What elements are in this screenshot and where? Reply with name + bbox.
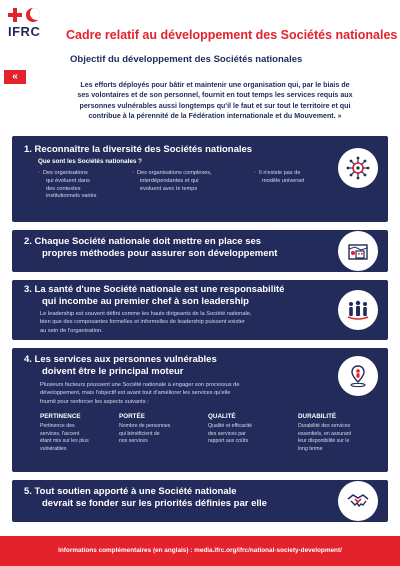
page-subtitle: Objectif du développement des Sociétés nationales	[70, 54, 303, 65]
person-location-icon	[338, 356, 378, 396]
section-2-card	[12, 230, 388, 272]
section-3-title: 3. La santé d'une Société nationale est une responsabilité qui incombe au premier chef à son leadership	[24, 284, 285, 308]
intro-line: personnes vulnérables aussi longtemps qu'il le faut et sur tout le territoire et qui	[79, 101, 351, 110]
section-1-title: 1. Reconnaître la diversité des Sociétés nationales	[24, 144, 253, 155]
people-icon	[338, 290, 378, 330]
red-cross-icon	[8, 8, 22, 22]
section-3-card	[12, 280, 388, 340]
section-1-card	[12, 136, 388, 222]
map-building-icon	[338, 231, 378, 271]
logo-text: IFRC	[8, 24, 41, 39]
section-2-title: 2. Chaque Société nationale doit mettre en place ses propres méthodes pour assurer son développement	[24, 236, 278, 260]
header	[0, 0, 400, 66]
handshake-icon	[338, 481, 378, 521]
bullet-icon: •	[254, 170, 256, 176]
quote-mark-icon: «	[4, 70, 26, 84]
section-4-description: Plusieurs facteurs poussent une Société nationale à engager son processus de développement, mais l'objectif est avant tout d'améliorer les services qu'elle fournit pour renforcer les aspects suivants :	[40, 382, 240, 405]
section-5-title: 5. Tout soutien apporté à une Société nationale devrait se fonder sur les priorités définies par elle	[24, 486, 267, 510]
intro-line: ses volontaires et de son personnel, fournit en tout temps les services requis aux	[77, 91, 353, 100]
footer-link[interactable]: Informations complémentaires (en anglais) : media.ifrc.org/ifrc/national-society-development/	[0, 536, 400, 566]
pertinence-column: PERTINENCE Pertinence des services, l'accent étant mis sur les plus vulnérables	[40, 413, 89, 452]
intro-line: contribue à la pérennité de la Fédération internationale et du Mouvement. »	[88, 111, 342, 120]
bullet-icon: •	[132, 170, 134, 176]
durabilite-column: DURABILITÉ Durabilité des services essentiels, en assurant leur disponibilité sur le long terme	[298, 413, 352, 452]
section-1-question: Que sont les Sociétés nationales ?	[38, 158, 142, 165]
intro-quote	[4, 70, 380, 140]
section-5-card	[12, 480, 388, 522]
section-1-bullet: • Des organisations qui évoluent dans des contextes institutionnels variés	[38, 170, 97, 200]
qualite-column: QUALITÉ Qualité et efficacité des services par rapport aux coûts	[208, 413, 253, 445]
network-icon	[338, 148, 378, 188]
section-4-card	[12, 348, 388, 472]
portee-column: PORTÉE Nombre de personnes qui bénéficient de nos services	[119, 413, 171, 445]
section-1-bullet: • Il n'existe pas de modèle universel	[254, 170, 305, 184]
bullet-icon: •	[38, 170, 40, 176]
section-4-title: 4. Les services aux personnes vulnérables doivent être le principal moteur	[24, 354, 217, 378]
intro-text	[48, 80, 382, 121]
section-1-bullet: • Des organisations complexes, interdépendantes et qui évoluent avec le temps	[132, 170, 212, 192]
ifrc-logo	[8, 8, 48, 39]
section-3-description: Le leadership est souvent défini comme les hauts dirigeants de la Société nationale, bien que des composantes formelles et informelles de leadership puissent exister au sein de l'organisation.	[40, 311, 252, 334]
intro-line: Les efforts déployés pour bâtir et maintenir une organisation qui, par le biais de	[80, 81, 350, 89]
page-title: Cadre relatif au développement des Sociétés nationales	[66, 28, 398, 42]
red-crescent-icon	[26, 8, 40, 22]
